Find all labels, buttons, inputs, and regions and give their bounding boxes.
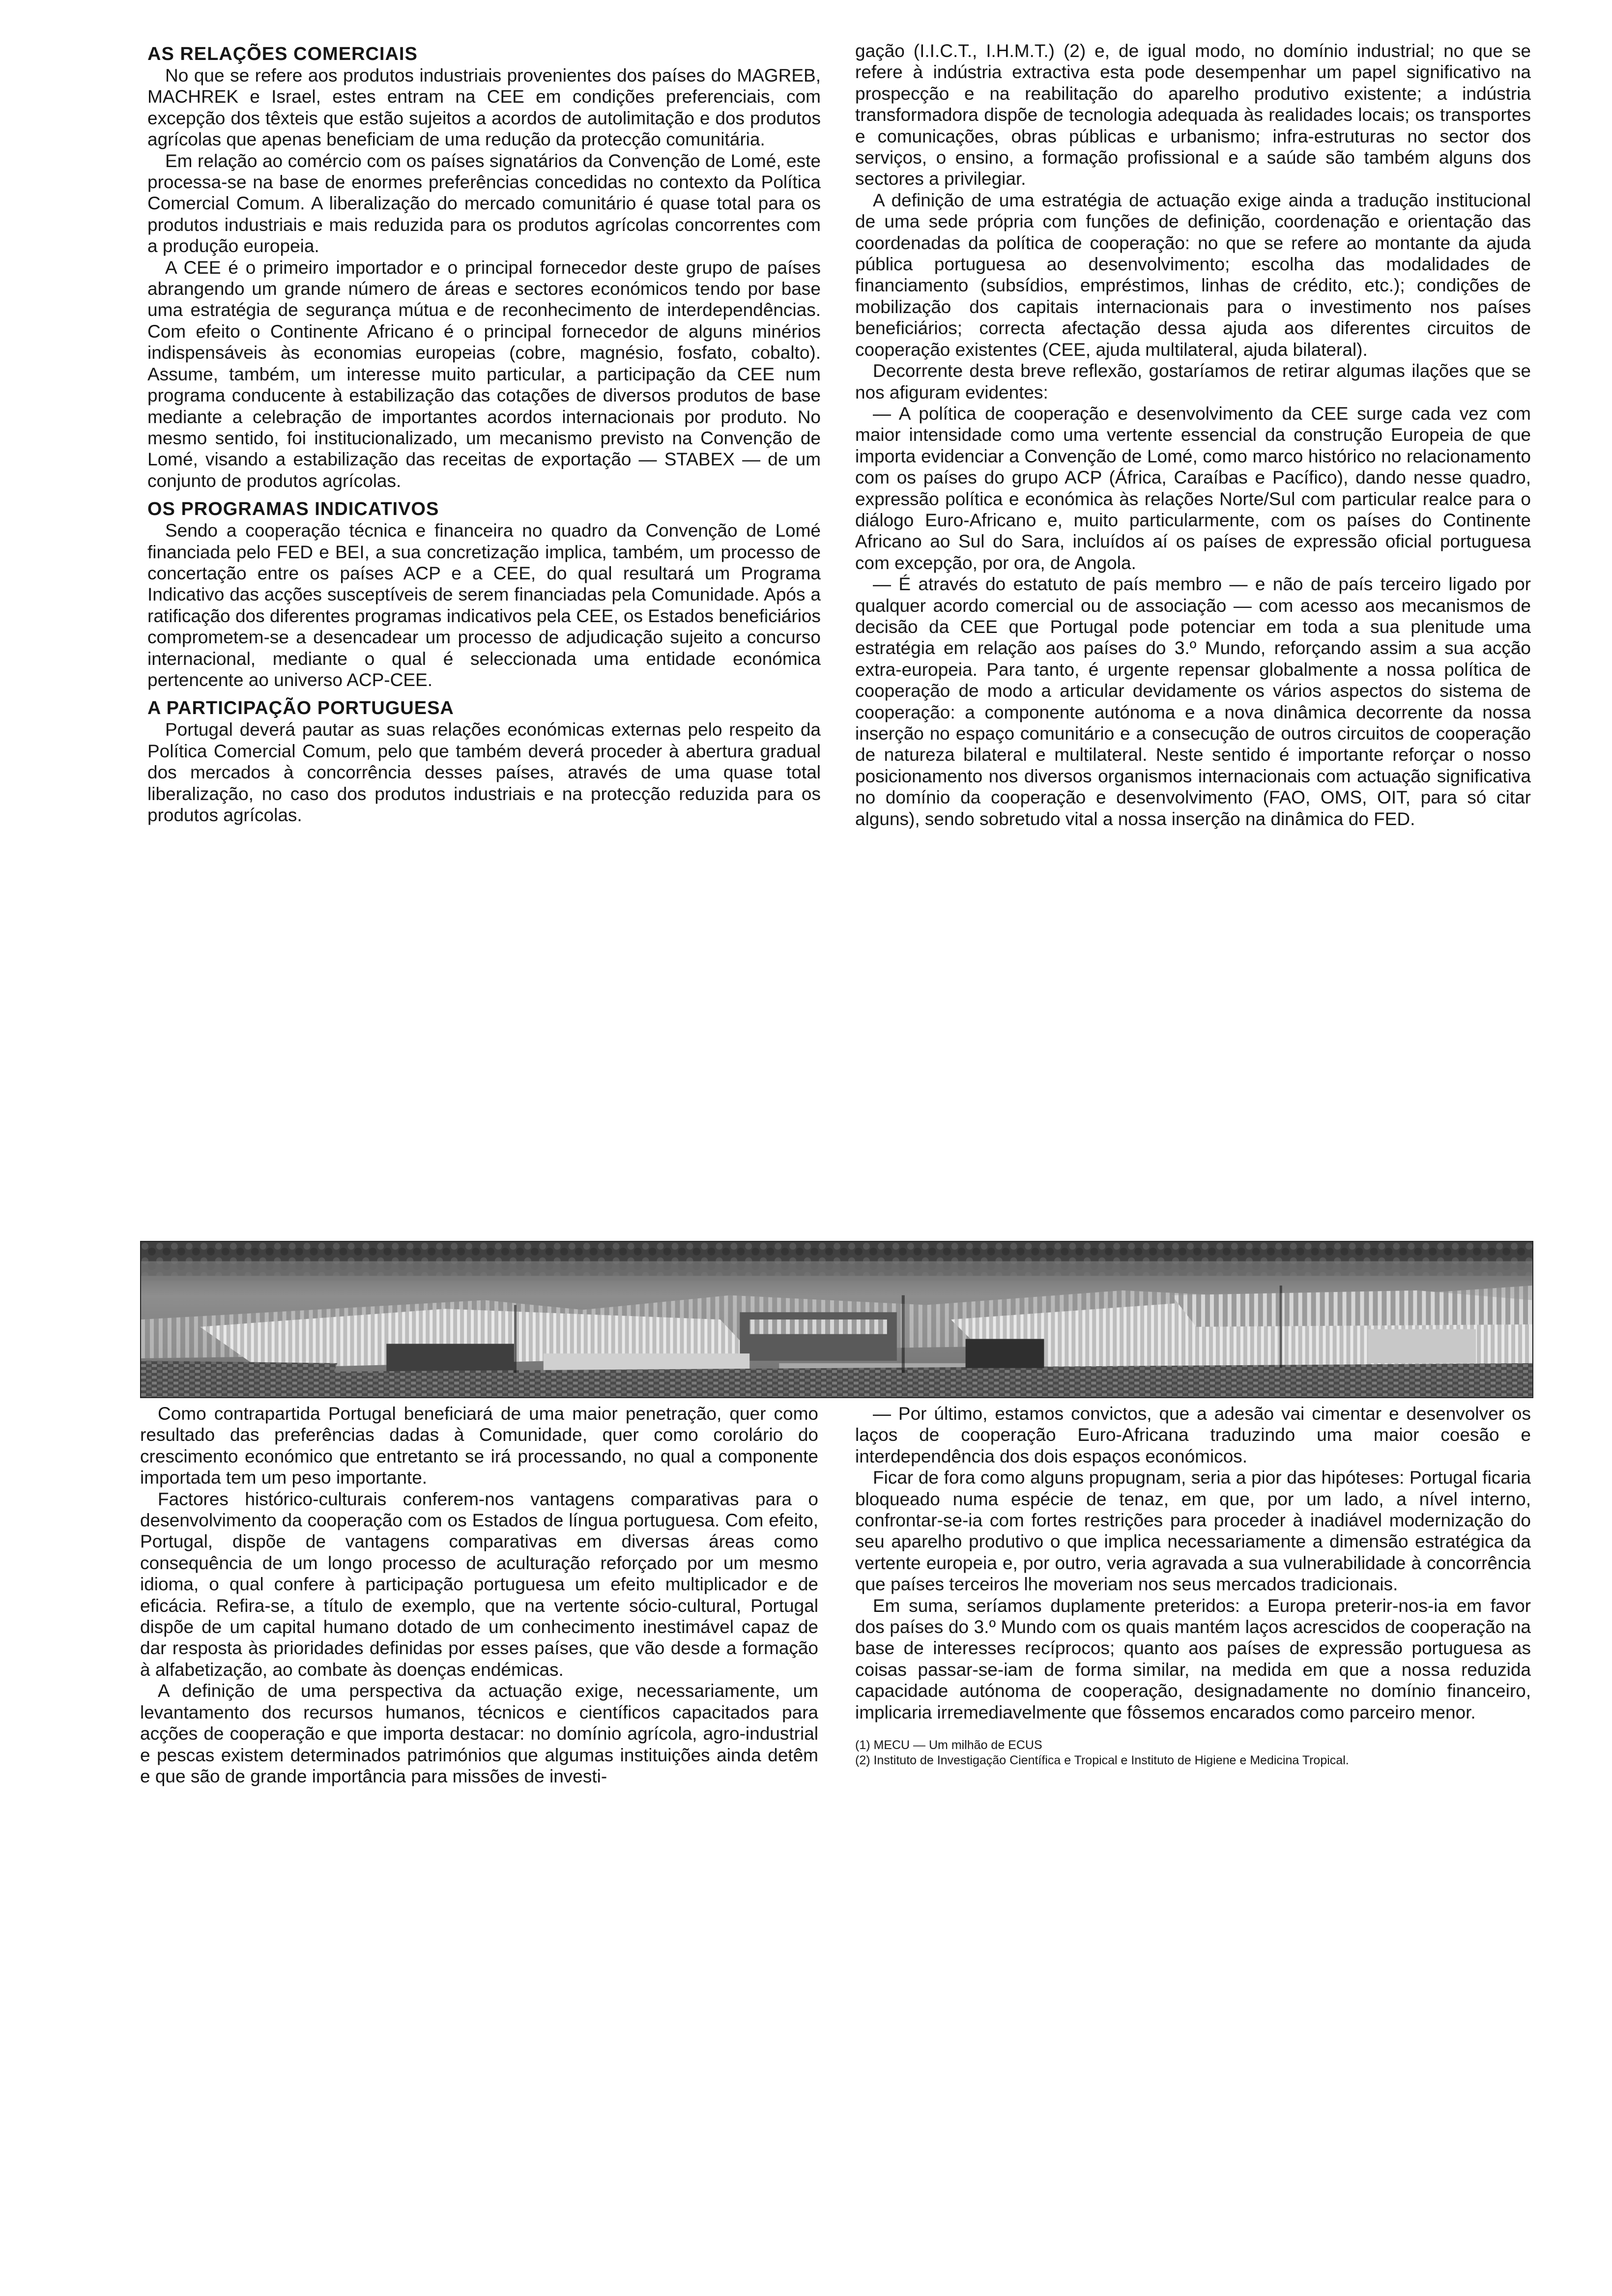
paragraph: — A política de cooperação e desenvolvimento da CEE surge cada vez com maior intensidade como uma vertente essencial da construção Europeia de que importa evidenciar a Convenção de Lomé, como marco histórico no relacionamento com os países do grupo ACP (África, Caraíbas e Pacífico), dando nesse quadro, expressão política e económica às relações Norte/Sul com particular realce para o diálogo Euro-Africano e, muito particularmente, com os países do Continente Africano ao Sul do Sara, incluídos aí os países de expressão oficial portuguesa com excepção, por ora, de Angola. — [855, 403, 1531, 573]
section-heading-commercial: AS RELAÇÕES COMERCIAIS — [147, 44, 418, 64]
paragraph: — É através do estatuto de país membro — e não de país terceiro ligado por qualquer acordo comercial ou de associação — com acesso aos mecanismos de decisão da CEE que Portugal pode potenciar em toda a sua plenitude uma estratégia em relação aos países do 3.º Mundo, reforçando assim a sua acção extra-europeia. Para tanto, é urgente repensar globalmente a nossa política de cooperação de modo a articular devidamente os vários aspectos do sistema de cooperação: a componente autónoma e a nova dinâmica decorrente da nossa inserção no espaço comunitário e a consecução de outros circuitos de cooperação de natureza bilateral e multilateral. Neste sentido é importante reforçar o nosso posicionamento nos diversos organismos internacionais com actuação significativa no domínio da cooperação e desenvolvimento (FAO, OMS, OIT, para só citar alguns), sendo sobretudo vital a nossa inserção na dinâmica do FED. — [855, 574, 1531, 829]
paragraph: A definição de uma estratégia de actuação exige ainda a tradução institucional de uma sede própria com funções de definição, coordenação e orientação das coordenadas da política de cooperação: no que se refere ao montante da ajuda pública portuguesa ao desenvolvimento; escolha das modalidades de financiamento (subsídios, empréstimos, linhas de crédito, etc.); condições de mobilização dos capitais internacionais para o investimento nos países beneficiários; correcta afectação dessa ajuda aos diferentes circuitos de cooperação existentes (CEE, ajuda multilateral, ajuda bilateral). — [855, 190, 1531, 360]
paragraph: gação (I.I.C.T., I.H.M.T.) (2) e, de igual modo, no domínio industrial; no que se refere à indústria extractiva esta pode desempenhar um papel significativo na prospecção e na reabilitação do aparelho produtivo existente; a indústria transformadora dispõe de tecnologia adequada às realidades locais; os transportes e comunicações, obras públicas e urbanismo; infra-estruturas no sector dos serviços, o ensino, a formação profissional e a saúde são também alguns dos sectores a privilegiar. — [855, 41, 1531, 189]
footnote: (1) MECU — Um milhão de ECUS — [855, 1738, 1042, 1752]
paragraph: — Por último, estamos convictos, que a adesão vai cimentar e desenvolver os laços de cooperação Euro-Africana traduzindo uma maior coesão e interdependência dos dois espaços económicos. — [855, 1404, 1531, 1466]
paragraph: Em relação ao comércio com os países signatários da Convenção de Lomé, este processa-se na base de enormes preferências concedidas no contexto da Política Comercial Comum. A liberalização do mercado comunitário é quase total para os produtos industriais e mais reduzida para os produtos agrícolas concorrentes com a produção europeia. — [147, 150, 821, 257]
paragraph: Ficar de fora como alguns propugnam, seria a pior das hipóteses: Portugal ficaria bloqueado numa espécie de tenaz, em que, por um lado, a nível interno, confrontar-se-ia com fortes restrições para proceder à inadiável modernização do seu aparelho produtivo o que implica necessariamente a dimensão estratégica da vertente europeia e, por outro, veria agravada a sua vulnerabilidade à concorrência que países terceiros lhe moveriam nos seus mercados tradicionais. — [855, 1467, 1531, 1595]
paragraph: A definição de uma perspectiva da actuação exige, necessariamente, um levantamento dos recursos humanos, técnicos e científicos capacitados para acções de cooperação e que importa destacar: no domínio agrícola, agro-industrial e pescas existem determinados patrimónios que algumas instituições ainda detêm e que são de grande importância para missões de investi- — [140, 1681, 818, 1786]
column-top-right — [855, 40, 1531, 1234]
paragraph: Sendo a cooperação técnica e financeira no quadro da Convenção de Lomé financiada pelo FED e BEI, a sua concretização implica, também, um processo de concertação entre os países ACP e a CEE, do qual resultará um Programa Indicativo das acções susceptíveis de serem financiadas pela Comunidade. Após a ratificação dos diferentes programas indicativos pela CEE, os Estados beneficiários comprometem-se a desencadear um processo de adjudicação sujeito a concurso internacional, mediante o qual é seleccionada uma entidade económica pertencente ao universo ACP-CEE. — [147, 520, 821, 690]
section-heading-portuguese: A PARTICIPAÇÃO PORTUGUESA — [147, 698, 454, 719]
column-bottom-right — [855, 1403, 1531, 2296]
footnote: (2) Instituto de Investigação Científica e Tropical e Instituto de Higiene e Medicina Tropical. — [855, 1753, 1349, 1768]
column-top-left — [147, 43, 821, 1233]
paragraph: Factores histórico-culturais conferem-nos vantagens comparativas para o desenvolvimento da cooperação com os Estados de língua portuguesa. Com efeito, Portugal, dispõe de vantagens comparativas em diversas áreas como consequência de um longo processo de aculturação reforçado por um mesmo idioma, o qual confere à participação portuguesa um efeito multiplicador e de eficácia. Refira-se, a título de exemplo, que na vertente sócio-cultural, Portugal dispõe de um capital humano dotado de um conhecimento inestimável capaz de dar resposta às prioridades definidas por esses países, que vão desde a formação à alfabetização, ao combate às doenças endémicas. — [140, 1489, 818, 1680]
section-heading-programs: OS PROGRAMAS INDICATIVOS — [147, 499, 439, 520]
town-rooftops-image — [141, 1242, 1532, 1397]
paragraph: Como contrapartida Portugal beneficiará de uma maior penetração, quer como resultado das preferências dadas à Comunidade, quer como corolário do crescimento económico que entretanto se irá processando, no qual a componente importada tem um peso importante. — [140, 1404, 818, 1488]
paragraph: No que se refere aos produtos industriais provenientes dos países do MAGREB, MACHREK e Israel, estes entram na CEE em condições preferenciais, com excepção dos têxteis que estão sujeitos a acordos de autolimitação e dos produtos agrícolas que apenas beneficiam de uma redução da protecção comunitária. — [147, 65, 821, 150]
paragraph: Decorrente desta breve reflexão, gostaríamos de retirar algumas ilações que se nos afiguram evidentes: — [855, 361, 1531, 402]
paragraph: Portugal deverá pautar as suas relações económicas externas pelo respeito da Política Comercial Comum, pelo que também deverá proceder à abertura gradual dos mercados à concorrência desses países, através de uma quase total liberalização, no caso dos produtos industriais e na protecção reduzida para os produtos agrícolas. — [147, 719, 821, 825]
footnotes — [855, 1738, 1531, 1768]
town-rooftops-photo — [140, 1241, 1533, 1398]
column-bottom-left — [140, 1403, 818, 2296]
paragraph: A CEE é o primeiro importador e o principal fornecedor deste grupo de países abrangendo um grande número de áreas e sectores económicos tendo por base uma estratégia de segurança mútua e de reconhecimento de interdependências. Com efeito o Continente Africano é o principal fornecedor de alguns minérios indispensáveis às economias europeias (cobre, magnésio, fosfato, cobalto). Assume, também, um interesse muito particular, a participação da CEE num programa conducente à estabilização das cotações de diversos produtos de base mediante a celebração de importantes acordos internacionais por produto. No mesmo sentido, foi institucionalizado, um mecanismo previsto na Convenção de Lomé, visando a estabilização das receitas de exportação — STABEX — de um conjunto de produtos agrícolas. — [147, 257, 821, 491]
paragraph: Em suma, seríamos duplamente preteridos: a Europa preterir-nos-ia em favor dos países do 3.º Mundo com os quais mantém laços acrescidos de cooperação na base de interesses recíprocos; quanto aos países de expressão portuguesa as coisas passar-se-iam de forma similar, na medida em que a nossa reduzida capacidade autónoma de cooperação, designadamente no domínio financeiro, implicaria irremediavelmente que fôssemos encarados como parceiro menor. — [855, 1595, 1531, 1722]
